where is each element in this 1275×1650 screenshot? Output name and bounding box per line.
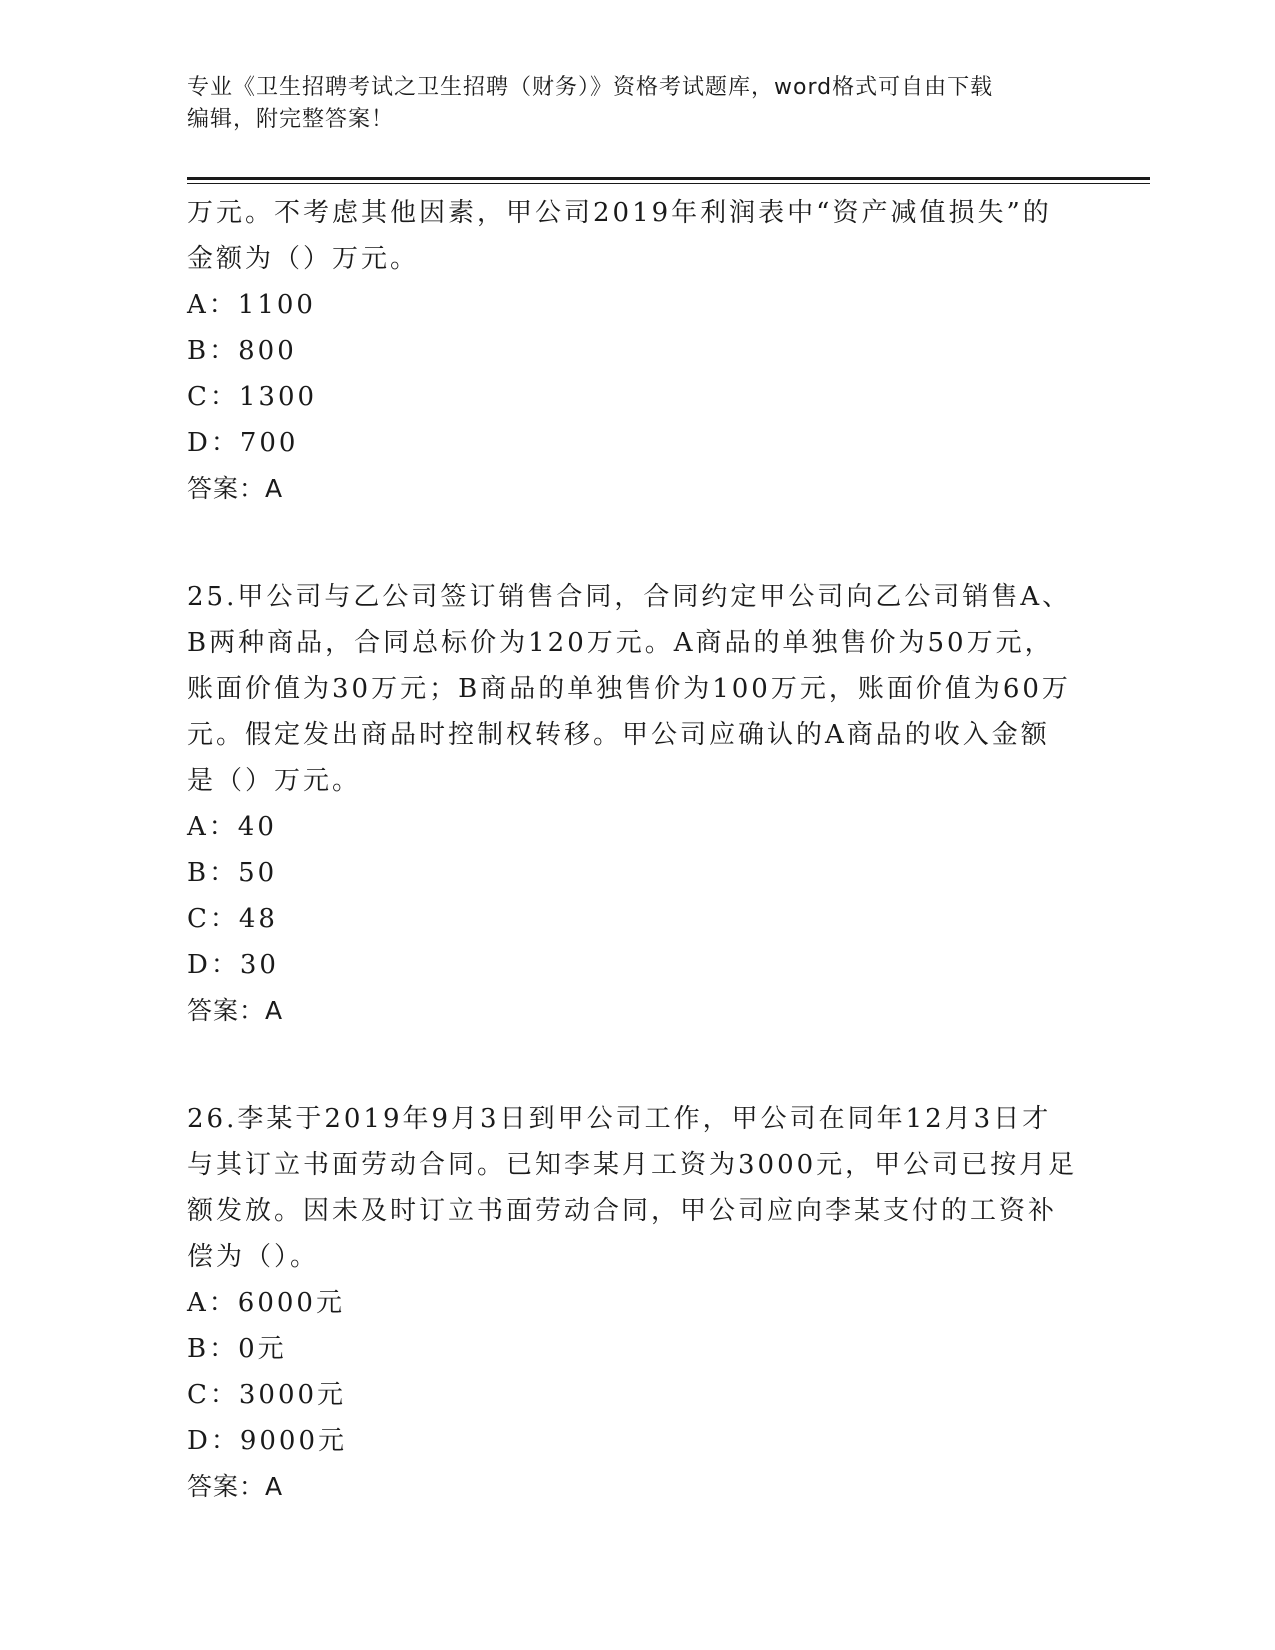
question-24: [187, 190, 1087, 512]
header-line-2: 编辑，附完整答案！: [187, 107, 395, 132]
answer-label: 答案：A: [187, 474, 284, 503]
question-text-line: 元。假定发出商品时控制权转移。甲公司应确认的A商品的收入金额: [187, 720, 1050, 750]
question-spacer: [187, 1034, 1087, 1096]
option-d: D：9000元: [187, 1426, 348, 1456]
question-text-line: 账面价值为30万元；B商品的单独售价为100万元，账面价值为60万: [187, 674, 1071, 704]
option-c: C：48: [187, 904, 278, 934]
question-text-line: 额发放。因未及时订立书面劳动合同，甲公司应向李某支付的工资补: [187, 1196, 1058, 1226]
option-d: D：700: [187, 428, 299, 458]
option-c: C：1300: [187, 382, 318, 412]
question-spacer: [187, 512, 1087, 574]
answer-label: 答案：A: [187, 996, 284, 1025]
option-a: A：6000元: [187, 1288, 345, 1318]
header-divider-thick: [187, 177, 1150, 180]
option-b: B：50: [187, 858, 278, 888]
header-divider-thin: [187, 183, 1150, 184]
answer-label: 答案：A: [187, 1472, 284, 1501]
option-c: C：3000元: [187, 1380, 347, 1410]
question-25: [187, 574, 1087, 1034]
option-a: A：1100: [187, 290, 316, 320]
question-content: [187, 190, 1087, 1510]
question-text-line: 与其订立书面劳动合同。已知李某月工资为3000元，甲公司已按月足: [187, 1150, 1078, 1180]
question-text-line: 25.甲公司与乙公司签订销售合同，合同约定甲公司向乙公司销售A、: [187, 582, 1072, 612]
question-text-line: 是（）万元。: [187, 766, 362, 796]
question-text-line: 万元。不考虑其他因素，甲公司2019年利润表中“资产减值损失”的: [187, 198, 1052, 228]
option-b: B：800: [187, 336, 297, 366]
header-line-1: 专业《卫生招聘考试之卫生招聘（财务）》资格考试题库，word格式可自由下载: [187, 75, 994, 100]
question-text-line: 偿为（）。: [187, 1242, 320, 1272]
option-a: A：40: [187, 812, 277, 842]
option-b: B：0元: [187, 1334, 287, 1364]
question-text-line: 26.李某于2019年9月3日到甲公司工作，甲公司在同年12月3日才: [187, 1104, 1052, 1134]
document-header: [187, 72, 1087, 136]
question-text-line: B两种商品，合同总标价为120万元。A商品的单独售价为50万元，: [187, 628, 1054, 658]
question-text-line: 金额为（）万元。: [187, 244, 420, 274]
option-d: D：30: [187, 950, 279, 980]
question-26: [187, 1096, 1087, 1510]
